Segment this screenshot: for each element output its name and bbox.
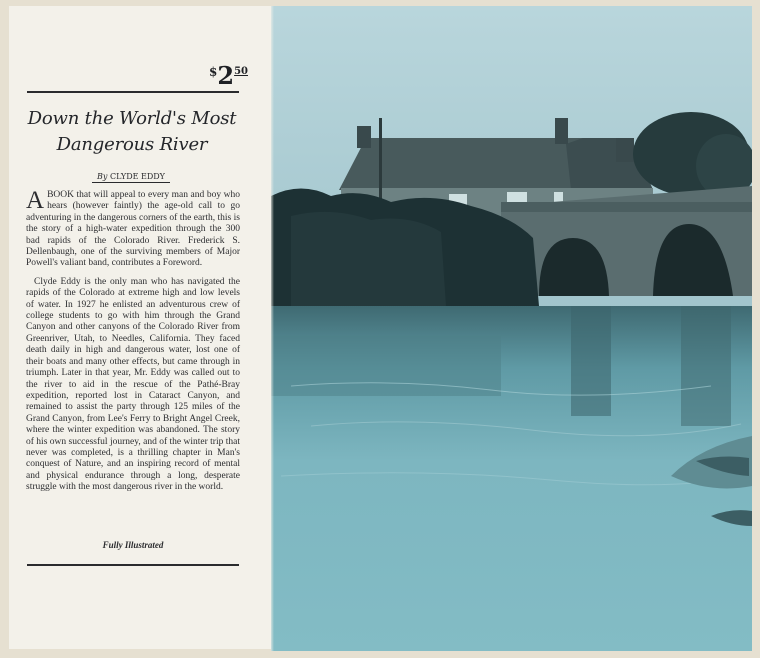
description-paragraph-2: Clyde Eddy is the only man who has navigated the rapids of the Colorado at extreme high and low levels of water. In 1927 he enlisted an adventurous crew of college students to go with him through the Grand Canyon and other canyons of the Colorado River from Greenriver, Utah, to Needles, California. They faced death daily in high and dangerous water, lost one of their boats and many other effects, but came through in triumph. Later in that year, Mr. Eddy was called out to the river to aid in the rescue of the Pathé-Bray expedition, reported lost in Cataract Canyon, and remained to assist the party through 125 miles of the Grand Canyon, from Lee's Ferry to Bright Angel Creek, where the winter expedition was abandoned. The story of his own successful journey, and of the winter trip that never was completed, is a thrilling chapter in Man's conquest of Nature, and an inspiring record of mental and physical endurance through a long, desperate struggle with the most dangerous river in the world. [26,276,240,493]
spine-crease [271,6,274,651]
drop-cap: A [26,187,45,214]
chimney [357,126,371,148]
price-dollar-sign: $ [209,65,218,79]
byline-prefix: By [97,172,108,181]
bottom-divider [27,564,239,566]
book-title [16,106,248,158]
river-bridge-photo [271,6,752,651]
price-dollars: 2 [217,61,235,90]
fully-illustrated-note: Fully Illustrated [102,540,164,550]
book-title-line-2: Dangerous River [56,134,208,155]
description-paragraph-1 [26,187,240,270]
price-tag [209,61,248,90]
top-divider [27,91,239,93]
book-title-line-1: Down the World's Most [27,108,237,129]
chimney [616,138,634,162]
price-cents: 50 [234,66,248,77]
description-paragraph-1-text: BOOK that will appeal to every man and boy who hears (however faintly) the age-old call to go adventuring in the dangerous corners of the earth, this is the story of a high-water expedition through the 300 bad rapids of the Colorado River. Frederick S. Dellenbaugh, one of the surviving members of Major Powell's valiant band, contributes a Foreword. [26,190,240,269]
author-name: CLYDE EDDY [110,172,165,181]
chimney [555,118,568,144]
book-description [26,187,240,501]
author-byline [92,172,170,183]
